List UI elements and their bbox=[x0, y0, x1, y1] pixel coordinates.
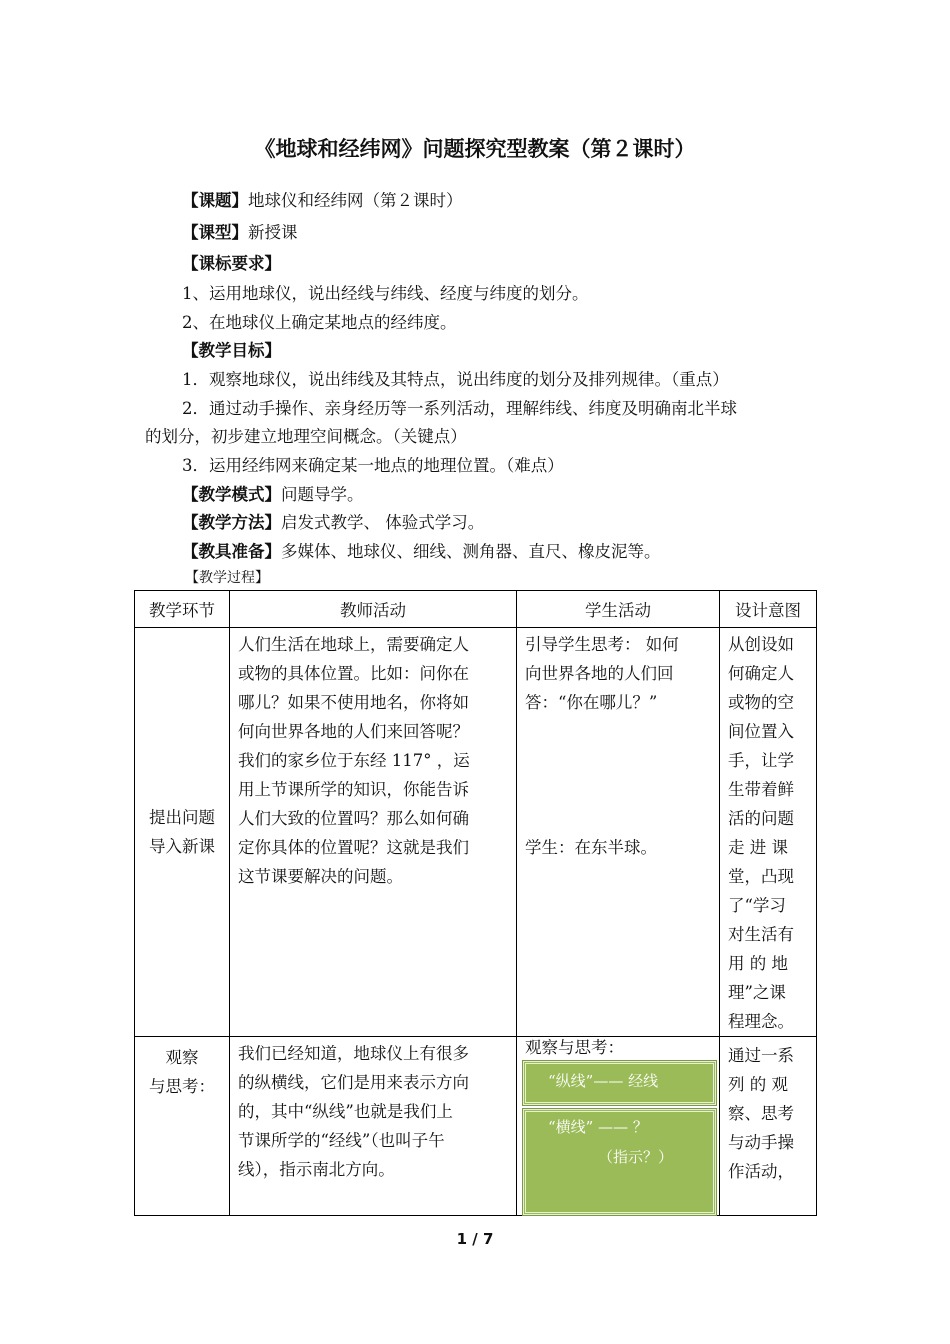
header-stage: 教学环节 bbox=[135, 591, 230, 628]
objective-item: 1．观察地球仪，说出纬线及其特点，说出纬度的划分及排列规律。（重点） bbox=[182, 370, 729, 389]
latitude-question-box: “横线” —— ？ （指示？） bbox=[523, 1109, 716, 1215]
stage-cell: 观察 与思考： bbox=[135, 1037, 230, 1216]
standards-item: 2、在地球仪上确定某地点的经纬度。 bbox=[182, 313, 457, 332]
objective-item: 的划分，初步建立地理空间概念。（关键点） bbox=[145, 427, 467, 446]
design-intent-cell: 通过一系 列 的 观 察、思考 与动手操 作活动， bbox=[720, 1037, 817, 1216]
student-answer: 学生：在东半球。 bbox=[525, 838, 657, 857]
type-value: 新授课 bbox=[248, 223, 298, 242]
stage-cell: 提出问题 导入新课 bbox=[135, 628, 230, 1037]
standards-item: 1、运用地球仪，说出经线与纬线、经度与纬度的划分。 bbox=[182, 284, 589, 303]
page-title: 《地球和经纬网》问题探究型教案（第２课时） bbox=[254, 137, 696, 161]
student-observe-label: 观察与思考： bbox=[525, 1038, 624, 1057]
mode-line: 【教学模式】问题导学。 bbox=[182, 485, 364, 504]
teacher-activity-cell: 人们生活在地球上，需要确定人 或物的具体位置。比如：问你在 哪儿？如果不使用地名，你将如 何向世界各地的人们来回答呢？ 我们的家乡位于东经 117° ，运 用上节课所学的知识，你能告诉 人们大致的位置吗？那么如何确 定你具体的位置呢？这就是我们 这节课要解决的问题。 bbox=[230, 628, 517, 1037]
type-label: 【课型】 bbox=[182, 223, 248, 242]
topic-value: 地球仪和经纬网（第２课时） bbox=[248, 191, 463, 210]
table-header-row bbox=[135, 591, 817, 628]
topic-label: 【课题】 bbox=[182, 191, 248, 210]
student-activity-cell bbox=[517, 1037, 720, 1216]
method-line: 【教学方法】启发式教学、 体验式学习。 bbox=[182, 513, 485, 532]
header-student: 学生活动 bbox=[517, 591, 720, 628]
objectives-heading: 【教学目标】 bbox=[182, 341, 281, 360]
header-design: 设计意图 bbox=[720, 591, 817, 628]
type-line bbox=[182, 219, 298, 243]
process-label: 【教学过程】 bbox=[185, 570, 269, 586]
header-teacher: 教师活动 bbox=[230, 591, 517, 628]
table-row bbox=[135, 1037, 817, 1216]
teaching-process-table bbox=[134, 590, 817, 1216]
teacher-activity-cell: 我们已经知道，地球仪上有很多 的纵横线，它们是用来表示方向 的，其中“纵线”也就是我们上 节课所学的“经线”（也叫子午 线），指示南北方向。 bbox=[230, 1037, 517, 1216]
table-row bbox=[135, 628, 817, 1037]
objective-item: 2．通过动手操作、亲身经历等一系列活动，理解纬线、纬度及明确南北半球 bbox=[182, 399, 737, 418]
objective-item: 3．运用经纬网来确定某一地点的地理位置。（难点） bbox=[182, 456, 564, 475]
prep-line: 【教具准备】多媒体、地球仪、细线、测角器、直尺、橡皮泥等。 bbox=[182, 542, 661, 561]
design-intent-cell: 从创设如 何确定人 或物的空 间位置入 手，让学 生带着鲜 活的问题 走 进 课 堂，凸现 了“学习 对生活有 用 的 地 理”之课 程理念。 bbox=[720, 628, 817, 1037]
page-number: 1 / 7 bbox=[456, 1230, 494, 1248]
topic-line bbox=[182, 187, 463, 211]
longitude-box: “纵线”—— 经线 bbox=[523, 1061, 716, 1105]
standards-heading: 【课标要求】 bbox=[182, 254, 281, 273]
student-activity-cell: 引导学生思考： 如何 向世界各地的人们回 答：“你在哪儿？” 学生：在东半球。 bbox=[517, 628, 720, 1037]
